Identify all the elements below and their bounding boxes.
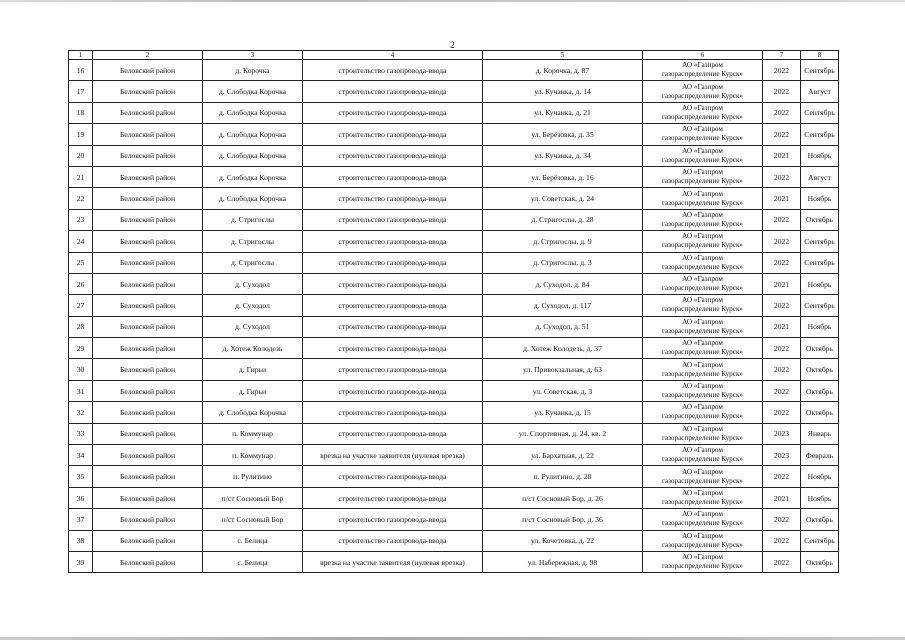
month-cell: Октябрь <box>801 359 839 380</box>
district-cell: Беловский район <box>93 188 203 209</box>
district-cell: Беловский район <box>93 316 203 337</box>
address-cell: ул. Привокзальная, д. 63 <box>483 359 643 380</box>
organization-line: АО «Газпром <box>682 168 723 177</box>
district-cell: Беловский район <box>93 509 203 530</box>
organization-line: АО «Газпром <box>682 424 723 433</box>
address-cell: ул. Кочетовка, д. 22 <box>483 530 643 551</box>
organization-cell <box>643 380 763 401</box>
year-cell: 2023 <box>763 423 801 444</box>
address-cell: ул. Кучанка, д. 21 <box>483 102 643 123</box>
organization-line: газораспределение Курск» <box>661 219 744 228</box>
locality-cell: д. Слободка Корочка <box>203 145 303 166</box>
row-number-cell: 21 <box>69 166 93 187</box>
organization-cell <box>643 60 763 81</box>
row-number-cell: 33 <box>69 423 93 444</box>
organization-line: газораспределение Курск» <box>661 519 744 528</box>
year-cell: 2022 <box>763 60 801 81</box>
work-type-cell: врезка на участке заявителя (нулевая врезка) <box>303 551 483 572</box>
organization-cell <box>643 466 763 487</box>
organization-cell <box>643 423 763 444</box>
month-cell: Октябрь <box>801 402 839 423</box>
district-cell: Беловский район <box>93 445 203 466</box>
address-cell: ул. Набережная, д. 98 <box>483 551 643 572</box>
page-number: 2 <box>450 40 455 50</box>
column-header: 3 <box>203 51 303 60</box>
table-row <box>69 402 839 423</box>
work-type-cell: строительство газопровода-ввода <box>303 380 483 401</box>
locality-cell: д. Слободка Корочка <box>203 124 303 145</box>
year-cell: 2021 <box>763 316 801 337</box>
work-type-cell: строительство газопровода-ввода <box>303 338 483 359</box>
year-cell: 2022 <box>763 530 801 551</box>
organization-cell <box>643 487 763 508</box>
address-cell: п/ст Сосновый Бор, д. 36 <box>483 509 643 530</box>
district-cell: Беловский район <box>93 359 203 380</box>
district-cell: Беловский район <box>93 551 203 572</box>
district-cell: Беловский район <box>93 81 203 102</box>
district-cell: Беловский район <box>93 145 203 166</box>
locality-cell: п. Коммунар <box>203 445 303 466</box>
locality-cell: д. Хотеж Колодезь <box>203 338 303 359</box>
locality-cell: д. Стригослы <box>203 252 303 273</box>
organization-cell <box>643 81 763 102</box>
district-cell: Беловский район <box>93 423 203 444</box>
organization-line: АО «Газпром <box>682 103 723 112</box>
organization-line: АО «Газпром <box>682 317 723 326</box>
organization-line: газораспределение Курск» <box>661 412 744 421</box>
work-type-cell: врезка на участке заявителя (нулевая врезка) <box>303 445 483 466</box>
organization-line: АО «Газпром <box>682 339 723 348</box>
month-cell: Октябрь <box>801 209 839 230</box>
district-cell: Беловский район <box>93 338 203 359</box>
locality-cell: д. Суходол <box>203 295 303 316</box>
row-number-cell: 24 <box>69 231 93 252</box>
table-row <box>69 316 839 337</box>
year-cell: 2021 <box>763 188 801 209</box>
organization-cell <box>643 530 763 551</box>
work-type-cell: строительство газопровода-ввода <box>303 124 483 145</box>
district-cell: Беловский район <box>93 102 203 123</box>
year-cell: 2022 <box>763 102 801 123</box>
organization-line: газораспределение Курск» <box>661 70 744 79</box>
organization-cell <box>643 209 763 230</box>
work-type-cell: строительство газопровода-ввода <box>303 359 483 380</box>
work-type-cell: строительство газопровода-ввода <box>303 102 483 123</box>
organization-cell <box>643 445 763 466</box>
year-cell: 2022 <box>763 124 801 145</box>
table-body <box>69 60 839 573</box>
locality-cell: д. Слободка Корочка <box>203 188 303 209</box>
organization-line: газораспределение Курск» <box>661 112 744 121</box>
table-row <box>69 124 839 145</box>
month-cell: Сентябрь <box>801 102 839 123</box>
organization-line: АО «Газпром <box>682 531 723 540</box>
district-cell: Беловский район <box>93 295 203 316</box>
district-cell: Беловский район <box>93 466 203 487</box>
row-number-cell: 39 <box>69 551 93 572</box>
organization-line: АО «Газпром <box>682 253 723 262</box>
month-cell: Сентябрь <box>801 124 839 145</box>
table-row <box>69 231 839 252</box>
table-row <box>69 466 839 487</box>
table-row <box>69 487 839 508</box>
organization-line: АО «Газпром <box>682 510 723 519</box>
row-number-cell: 18 <box>69 102 93 123</box>
organization-line: АО «Газпром <box>682 61 723 70</box>
organization-line: газораспределение Курск» <box>661 498 744 506</box>
work-type-cell: строительство газопровода-ввода <box>303 295 483 316</box>
column-header: 8 <box>801 51 839 60</box>
scan-edge-top <box>0 0 905 2</box>
district-cell: Беловский район <box>93 402 203 423</box>
year-cell: 2022 <box>763 402 801 423</box>
work-type-cell: строительство газопровода-ввода <box>303 209 483 230</box>
address-cell: п. Рулитино, д. 28 <box>483 466 643 487</box>
row-number-cell: 31 <box>69 380 93 401</box>
row-number-cell: 16 <box>69 60 93 81</box>
locality-cell: с. Белица <box>203 551 303 572</box>
year-cell: 2023 <box>763 445 801 466</box>
table-row <box>69 530 839 551</box>
organization-line: газораспределение Курск» <box>661 134 744 143</box>
locality-cell: д. Корочка <box>203 60 303 81</box>
year-cell: 2022 <box>763 509 801 530</box>
locality-cell: п. Коммунар <box>203 423 303 444</box>
year-cell: 2022 <box>763 359 801 380</box>
table-row <box>69 359 839 380</box>
year-cell: 2022 <box>763 380 801 401</box>
organization-line: АО «Газпром <box>682 553 723 562</box>
organization-line: АО «Газпром <box>682 232 723 241</box>
organization-cell <box>643 338 763 359</box>
organization-line: газораспределение Курск» <box>661 177 744 186</box>
row-number-cell: 26 <box>69 273 93 294</box>
organization-cell <box>643 231 763 252</box>
work-type-cell: строительство газопровода-ввода <box>303 60 483 81</box>
table-row <box>69 295 839 316</box>
organization-cell <box>643 509 763 530</box>
organization-cell <box>643 124 763 145</box>
table-row <box>69 81 839 102</box>
work-type-cell: строительство газопровода-ввода <box>303 273 483 294</box>
row-number-cell: 38 <box>69 530 93 551</box>
organization-line: газораспределение Курск» <box>661 155 744 164</box>
table-row <box>69 102 839 123</box>
district-cell: Беловский район <box>93 273 203 294</box>
locality-cell: д. Стригослы <box>203 209 303 230</box>
district-cell: Беловский район <box>93 124 203 145</box>
locality-cell: п/ст Сосновый Бор <box>203 487 303 508</box>
work-type-cell: строительство газопровода-ввода <box>303 509 483 530</box>
work-type-cell: строительство газопровода-ввода <box>303 402 483 423</box>
row-number-cell: 35 <box>69 466 93 487</box>
table-row <box>69 166 839 187</box>
month-cell: Сентябрь <box>801 252 839 273</box>
year-cell: 2021 <box>763 145 801 166</box>
month-cell: Август <box>801 166 839 187</box>
table-row <box>69 551 839 572</box>
address-cell: д. Стригослы, д. 3 <box>483 252 643 273</box>
month-cell: Август <box>801 81 839 102</box>
month-cell: Ноябрь <box>801 487 839 508</box>
locality-cell: п/ст Сосновый Бор <box>203 509 303 530</box>
address-cell: д. Хотеж Колодезь, д. 37 <box>483 338 643 359</box>
column-header: 6 <box>643 51 763 60</box>
year-cell: 2022 <box>763 295 801 316</box>
organization-cell <box>643 295 763 316</box>
organization-line: газораспределение Курск» <box>661 476 744 485</box>
locality-cell: д. Слободка Корочка <box>203 81 303 102</box>
organization-line: газораспределение Курск» <box>661 433 744 442</box>
work-type-cell: строительство газопровода-ввода <box>303 466 483 487</box>
table-row <box>69 188 839 209</box>
district-cell: Беловский район <box>93 60 203 81</box>
row-number-cell: 34 <box>69 445 93 466</box>
organization-line: газораспределение Курск» <box>661 262 744 271</box>
month-cell: Ноябрь <box>801 466 839 487</box>
address-cell: ул. Берёзовка, д. 35 <box>483 124 643 145</box>
organization-cell <box>643 551 763 572</box>
month-cell: Ноябрь <box>801 188 839 209</box>
row-number-cell: 22 <box>69 188 93 209</box>
month-cell: Октябрь <box>801 509 839 530</box>
work-type-cell: строительство газопровода-ввода <box>303 252 483 273</box>
row-number-cell: 25 <box>69 252 93 273</box>
locality-cell: д. Гирьи <box>203 359 303 380</box>
row-number-cell: 37 <box>69 509 93 530</box>
row-number-cell: 23 <box>69 209 93 230</box>
address-cell: п/ст Сосновый Бор, д. 26 <box>483 487 643 508</box>
organization-line: АО «Газпром <box>682 189 723 198</box>
work-type-cell: строительство газопровода-ввода <box>303 166 483 187</box>
work-type-cell: строительство газопровода-ввода <box>303 423 483 444</box>
row-number-cell: 32 <box>69 402 93 423</box>
month-cell: Ноябрь <box>801 316 839 337</box>
month-cell: Октябрь <box>801 338 839 359</box>
month-cell: Октябрь <box>801 551 839 572</box>
organization-line: АО «Газпром <box>682 146 723 155</box>
column-header: 4 <box>303 51 483 60</box>
address-cell: д. Суходол, д. 117 <box>483 295 643 316</box>
row-number-cell: 30 <box>69 359 93 380</box>
year-cell: 2022 <box>763 231 801 252</box>
row-number-cell: 36 <box>69 487 93 508</box>
work-type-cell: строительство газопровода-ввода <box>303 231 483 252</box>
organization-cell <box>643 166 763 187</box>
column-header: 7 <box>763 51 801 60</box>
organization-line: АО «Газпром <box>682 82 723 91</box>
locality-cell: д. Гирьи <box>203 380 303 401</box>
work-type-cell: строительство газопровода-ввода <box>303 81 483 102</box>
locality-cell: д. Слободка Корочка <box>203 402 303 423</box>
organization-cell <box>643 273 763 294</box>
address-cell: ул. Кучанка, д. 15 <box>483 402 643 423</box>
locality-cell: д. Стригослы <box>203 231 303 252</box>
address-cell: д. Корочка, д. 87 <box>483 60 643 81</box>
year-cell: 2022 <box>763 166 801 187</box>
month-cell: Октябрь <box>801 380 839 401</box>
table-row <box>69 445 839 466</box>
year-cell: 2022 <box>763 551 801 572</box>
month-cell: Ноябрь <box>801 273 839 294</box>
organization-line: газораспределение Курск» <box>661 562 744 571</box>
organization-line: газораспределение Курск» <box>661 540 744 549</box>
year-cell: 2022 <box>763 209 801 230</box>
organization-line: АО «Газпром <box>682 446 723 455</box>
organization-line: АО «Газпром <box>682 382 723 391</box>
address-cell: ул. Кучанка, д. 14 <box>483 81 643 102</box>
organization-cell <box>643 188 763 209</box>
column-header: 2 <box>93 51 203 60</box>
month-cell: Февраль <box>801 445 839 466</box>
table-row <box>69 380 839 401</box>
table-row <box>69 60 839 81</box>
organization-line: газораспределение Курск» <box>661 284 744 293</box>
district-cell: Беловский район <box>93 231 203 252</box>
address-cell: ул. Советская, д. 24 <box>483 188 643 209</box>
organization-line: АО «Газпром <box>682 467 723 476</box>
address-cell: д. Стригослы, д. 9 <box>483 231 643 252</box>
locality-cell: п. Рулитино <box>203 466 303 487</box>
address-cell: д. Суходол, д. 51 <box>483 316 643 337</box>
organization-cell <box>643 102 763 123</box>
organization-line: газораспределение Курск» <box>661 369 744 378</box>
address-cell: д. Суходол, д. 84 <box>483 273 643 294</box>
table-header <box>69 51 839 60</box>
organization-cell <box>643 316 763 337</box>
locality-cell: д. Суходол <box>203 316 303 337</box>
work-type-cell: строительство газопровода-ввода <box>303 487 483 508</box>
work-type-cell: строительство газопровода-ввода <box>303 188 483 209</box>
locality-cell: д. Суходол <box>203 273 303 294</box>
year-cell: 2022 <box>763 338 801 359</box>
district-cell: Беловский район <box>93 380 203 401</box>
district-cell: Беловский район <box>93 166 203 187</box>
address-cell: ул. Кучанка, д. 34 <box>483 145 643 166</box>
organization-line: АО «Газпром <box>682 125 723 134</box>
address-cell: ул. Советская, д. 3 <box>483 380 643 401</box>
organization-cell <box>643 145 763 166</box>
organization-line: АО «Газпром <box>682 489 723 497</box>
organization-line: газораспределение Курск» <box>661 455 744 464</box>
month-cell: Ноябрь <box>801 145 839 166</box>
district-cell: Беловский район <box>93 252 203 273</box>
address-cell: ул. Бархатная, д. 22 <box>483 445 643 466</box>
organization-line: газораспределение Курск» <box>661 198 744 207</box>
month-cell: Сентябрь <box>801 295 839 316</box>
table-row <box>69 423 839 444</box>
organization-line: газораспределение Курск» <box>661 348 744 357</box>
row-number-cell: 17 <box>69 81 93 102</box>
year-cell: 2022 <box>763 466 801 487</box>
column-header: 1 <box>69 51 93 60</box>
row-number-cell: 28 <box>69 316 93 337</box>
row-number-cell: 27 <box>69 295 93 316</box>
work-type-cell: строительство газопровода-ввода <box>303 145 483 166</box>
organization-line: АО «Газпром <box>682 296 723 305</box>
year-cell: 2022 <box>763 81 801 102</box>
work-type-cell: строительство газопровода-ввода <box>303 530 483 551</box>
organization-line: газораспределение Курск» <box>661 391 744 400</box>
district-cell: Беловский район <box>93 209 203 230</box>
row-number-cell: 29 <box>69 338 93 359</box>
organization-line: газораспределение Курск» <box>661 305 744 314</box>
table-row <box>69 252 839 273</box>
month-cell: Сентябрь <box>801 60 839 81</box>
month-cell: Сентябрь <box>801 530 839 551</box>
address-cell: д. Стригослы, д. 28 <box>483 209 643 230</box>
month-cell: Сентябрь <box>801 231 839 252</box>
organization-line: газораспределение Курск» <box>661 91 744 100</box>
organization-cell <box>643 359 763 380</box>
year-cell: 2021 <box>763 273 801 294</box>
organization-line: газораспределение Курск» <box>661 241 744 250</box>
row-number-cell: 20 <box>69 145 93 166</box>
table-row <box>69 145 839 166</box>
table-row <box>69 209 839 230</box>
table-row <box>69 273 839 294</box>
gasification-table <box>68 50 839 573</box>
year-cell: 2021 <box>763 487 801 508</box>
organization-line: АО «Газпром <box>682 403 723 412</box>
address-cell: ул. Спортивная, д. 24, кв. 2 <box>483 423 643 444</box>
column-header: 5 <box>483 51 643 60</box>
month-cell: Январь <box>801 423 839 444</box>
address-cell: ул. Берёзовка, д. 16 <box>483 166 643 187</box>
organization-line: газораспределение Курск» <box>661 326 744 335</box>
organization-line: АО «Газпром <box>682 360 723 369</box>
year-cell: 2022 <box>763 252 801 273</box>
row-number-cell: 19 <box>69 124 93 145</box>
organization-line: АО «Газпром <box>682 275 723 284</box>
locality-cell: с. Белица <box>203 530 303 551</box>
district-cell: Беловский район <box>93 530 203 551</box>
work-type-cell: строительство газопровода-ввода <box>303 316 483 337</box>
district-cell: Беловский район <box>93 487 203 508</box>
table-row <box>69 509 839 530</box>
organization-cell <box>643 252 763 273</box>
locality-cell: д. Слободка Корочка <box>203 102 303 123</box>
organization-cell <box>643 402 763 423</box>
table-row <box>69 338 839 359</box>
organization-line: АО «Газпром <box>682 210 723 219</box>
locality-cell: д. Слободка Корочка <box>203 166 303 187</box>
